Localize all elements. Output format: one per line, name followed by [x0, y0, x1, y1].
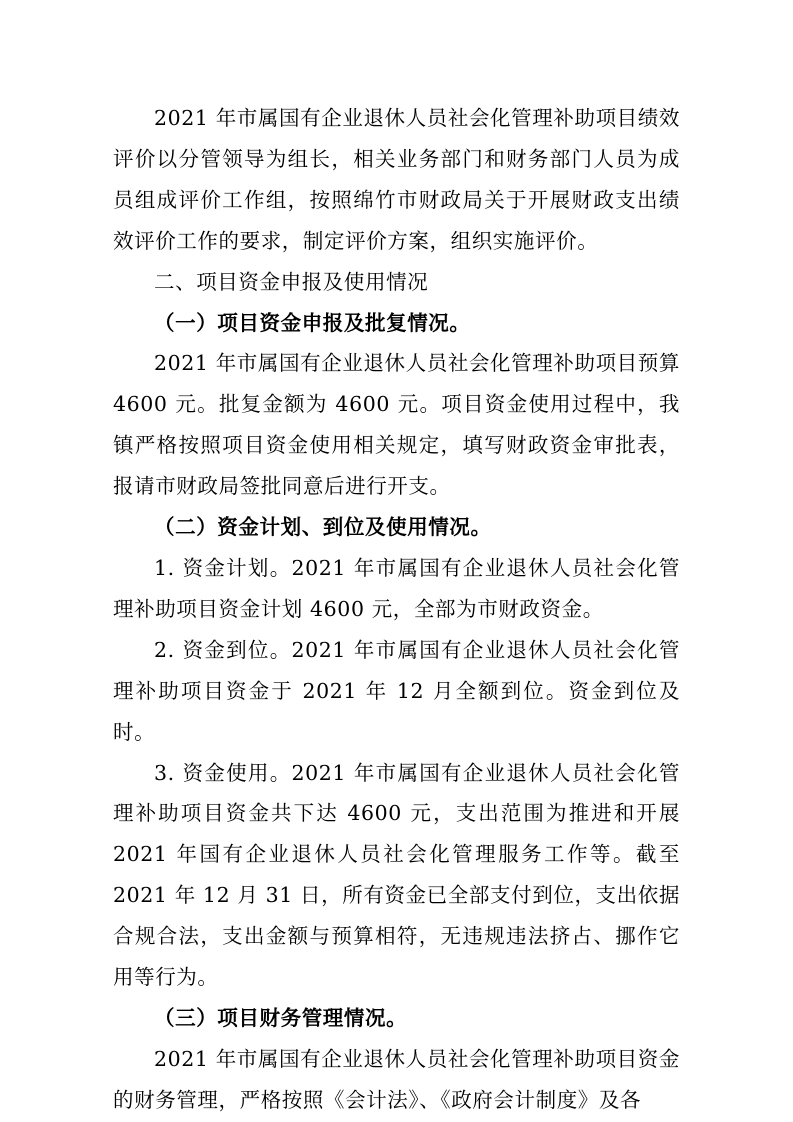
paragraph-fund-arrival: 2. 资金到位。2021 年市属国有企业退休人员社会化管理补助项目资金于 2021 年 12 月全额到位。资金到位及时。 — [113, 637, 680, 744]
paragraph-fund-usage: 3. 资金使用。2021 年市属国有企业退休人员社会化管理补助项目资金共下达 4600 元，支出范围为推进和开展 2021 年国有企业退休人员社会化管理服务工作等。截至 2021 年 12 月 31 日，所有资金已全部支付到位，支出依据合规合法，支出金额与预算相符，无违规违法挤占、挪作它用等行为。 — [113, 760, 680, 990]
paragraph-evaluation-team: 2021 年市属国有企业退休人员社会化管理补助项目绩效评价以分管领导为组长，相关业务部门和财务部门人员为成员组成评价工作组，按照绵竹市财政局关于开展财政支出绩效评价工作的要求，制定评价方案，组织实施评价。 — [113, 106, 680, 253]
subsection-3-title: （三）项目财务管理情况。 — [154, 1005, 408, 1030]
document-body — [113, 98, 680, 1121]
subsection-2-title: （二）资金计划、到位及使用情况。 — [154, 515, 492, 540]
subsection-1-title: （一）项目资金申报及批复情况。 — [154, 310, 471, 335]
paragraph-budget-approval: 2021 年市属国有企业退休人员社会化管理补助项目预算 4600 元。批复金额为 4600 元。项目资金使用过程中，我镇严格按照项目资金使用相关规定，填写财政资金审批表，报请市财政局签批同意后进行开支。 — [113, 351, 680, 499]
section-2-title: 二、项目资金申报及使用情况 — [154, 269, 429, 294]
paragraph-fund-plan: 1. 资金计划。2021 年市属国有企业退休人员社会化管理补助项目资金计划 4600 元，全部为市财政资金。 — [113, 555, 680, 621]
paragraph-financial-management: 2021 年市属国有企业退休人员社会化管理补助项目资金的财务管理，严格按照《会计法》、《政府会计制度》及各 — [113, 1046, 680, 1112]
